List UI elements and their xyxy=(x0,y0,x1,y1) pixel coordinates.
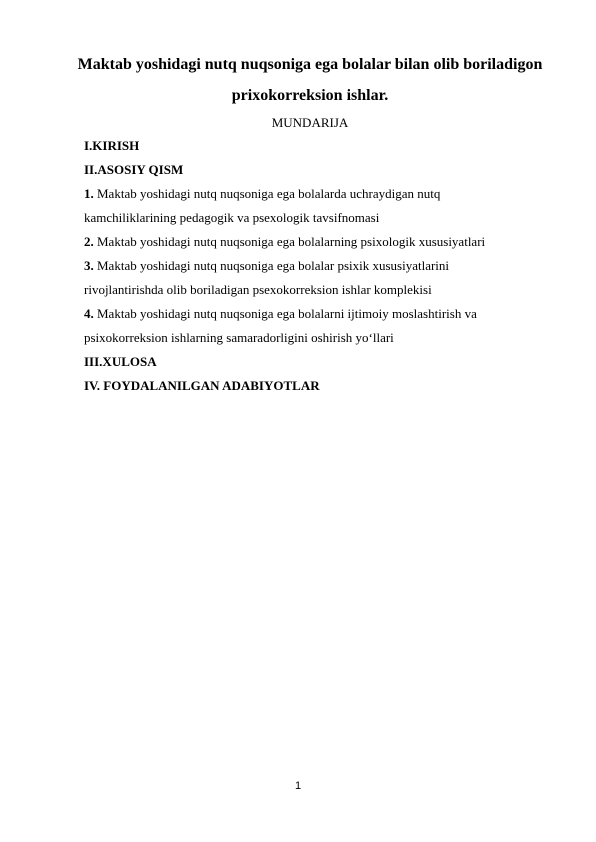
toc-item-1-number: 1. xyxy=(84,186,94,201)
toc-item-3-line-2: rivojlantirishda olib boriladigan psexokorreksion ishlar komplekisi xyxy=(84,282,432,297)
toc-item-1-line-1 xyxy=(84,186,440,202)
toc-item-4-line-1 xyxy=(84,306,477,322)
toc-entry-conclusion: III.XULOSA xyxy=(84,354,157,369)
toc-item-3-line-1 xyxy=(84,258,449,274)
document-title-line-2: prixokorreksion ishlar. xyxy=(231,87,389,104)
document-title-line-1: Maktab yoshidagi nutq nuqsoniga ega bolalar bilan olib boriladigon xyxy=(77,56,543,73)
toc-item-4-number: 4. xyxy=(84,306,94,321)
toc-entry-introduction: I.KIRISH xyxy=(84,138,140,153)
toc-item-1-text: Maktab yoshidagi nutq nuqsoniga ega bolalarda uchraydigan nutq xyxy=(97,186,441,201)
toc-item-3-number: 3. xyxy=(84,258,94,273)
toc-item-2-number: 2. xyxy=(84,234,94,249)
toc-heading: MUNDARIJA xyxy=(271,115,349,130)
toc-item-1-line-2: kamchiliklarining pedagogik va psexologik tavsifnomasi xyxy=(84,210,380,225)
toc-item-4-text: Maktab yoshidagi nutq nuqsoniga ega bolalarni ijtimoiy moslashtirish va xyxy=(97,306,477,321)
toc-item-2-text: Maktab yoshidagi nutq nuqsoniga ega bolalarning psixologik xususiyatlari xyxy=(97,234,486,249)
page-number: 1 xyxy=(294,780,302,792)
toc-item-4-line-2: psixokorreksion ishlarning samaradorligini oshirish yo‘llari xyxy=(84,330,394,345)
toc-entry-main-part: II.ASOSIY QISM xyxy=(84,162,184,177)
toc-item-3-text: Maktab yoshidagi nutq nuqsoniga ega bolalar psixik xususiyatlarini xyxy=(97,258,450,273)
toc-entry-references: IV. FOYDALANILGAN ADABIYOTLAR xyxy=(84,378,320,393)
toc-item-2-line-1 xyxy=(84,234,485,250)
